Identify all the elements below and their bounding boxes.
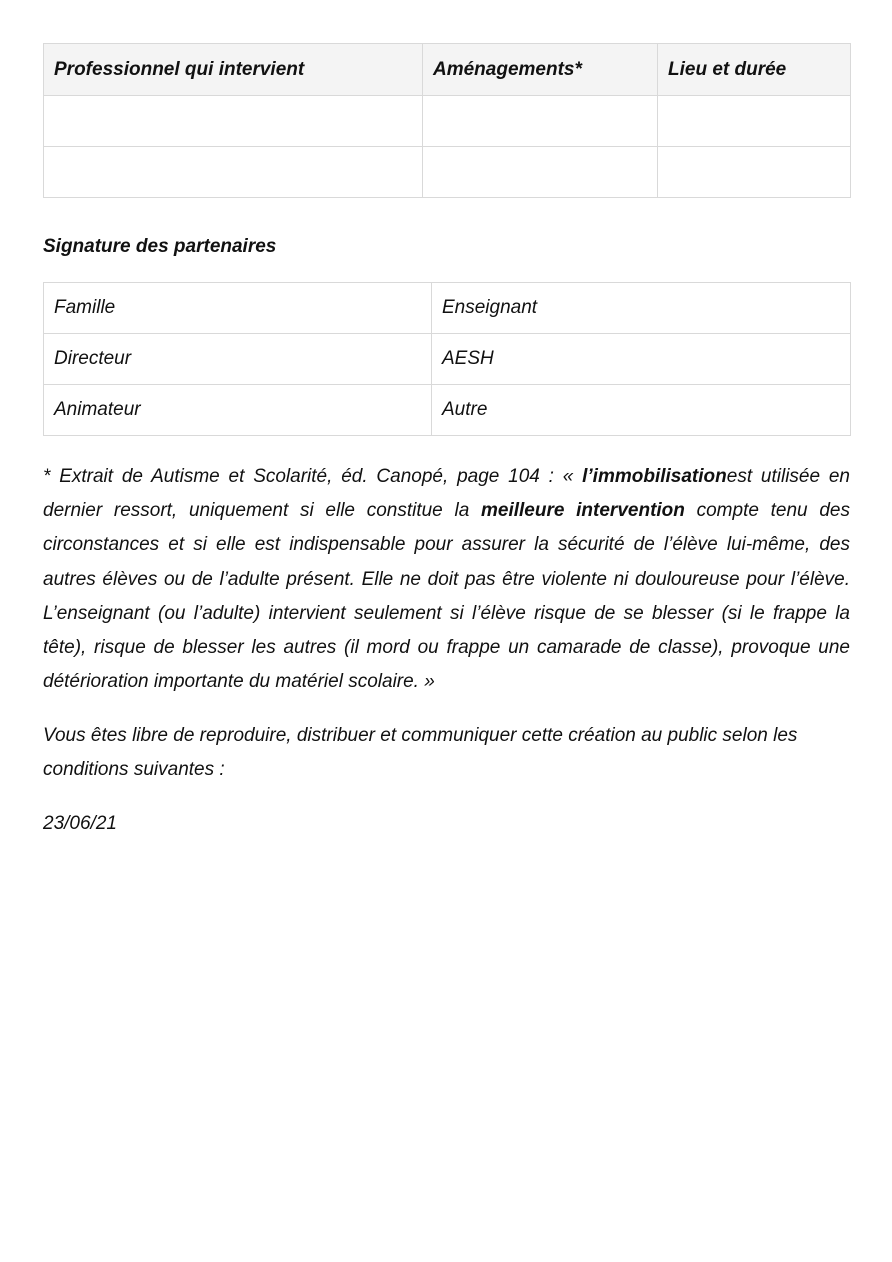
table-header-row (44, 44, 851, 96)
table-cell (658, 147, 851, 198)
footnote-bold-immobilisation: l’immobilisation (582, 466, 727, 487)
table-row (44, 283, 851, 334)
header-amenagements: Aménagements* (423, 44, 658, 96)
header-professionnel: Professionnel qui intervient (44, 44, 423, 96)
table-cell (658, 96, 851, 147)
signature-table (43, 282, 851, 436)
signature-aesh: AESH (432, 334, 851, 385)
table-cell (44, 96, 423, 147)
table-row (44, 96, 851, 147)
amenagements-table (43, 43, 851, 198)
table-row (44, 334, 851, 385)
header-lieu-duree: Lieu et durée (658, 44, 851, 96)
table-row (44, 147, 851, 198)
footnote-bold-intervention: meilleure intervention (481, 500, 685, 522)
signature-title: Signature des partenaires (43, 236, 277, 257)
footnote-paragraph (43, 460, 850, 699)
signature-autre: Autre (432, 385, 851, 436)
footnote-part2: est utilisée en dernier ressort, uniquement si elle constitue la (43, 466, 850, 522)
footnote-intro: * Extrait de Autisme et Scolarité, éd. Canopé, page 104 : « (43, 466, 583, 487)
footnote-part3: compte tenu des circonstances et si elle est indispensable pour assurer la sécurité de l’élève lui-même, des autres élèves ou de l’adulte présent. Elle ne doit pas être violente ni douloureuse pour l’élève. L’enseignant (ou l’adulte) intervient seulement si l’élève risque de se blesser (si le frappe la tête), risque de blesser les autres (il mord ou frappe un camarade de classe), provoque une détérioration importante du matériel scolaire. » (43, 500, 850, 693)
signature-directeur: Directeur (44, 334, 432, 385)
license-text: Vous êtes libre de reproduire, distribuer et communiquer cette création au public selon les conditions suivantes : (43, 725, 798, 781)
table-cell (44, 147, 423, 198)
signature-enseignant: Enseignant (432, 283, 851, 334)
signature-famille: Famille (44, 283, 432, 334)
table-cell (423, 147, 658, 198)
document-page (43, 43, 850, 860)
table-row (44, 385, 851, 436)
table-cell (423, 96, 658, 147)
document-date: 23/06/21 (43, 813, 117, 835)
signature-animateur: Animateur (44, 385, 432, 436)
